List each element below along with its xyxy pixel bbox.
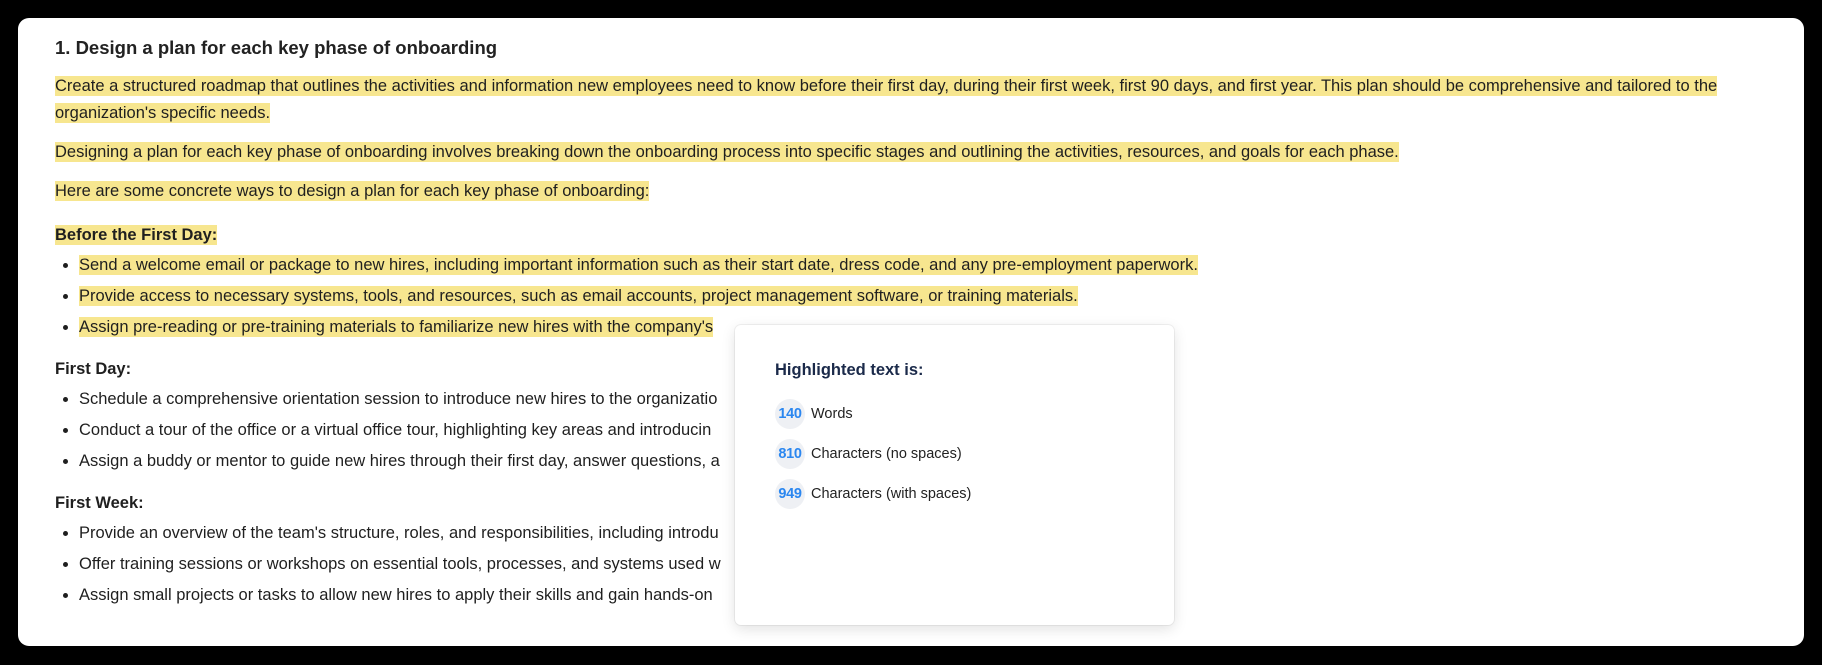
highlighted-text[interactable]: Designing a plan for each key phase of onboarding involves breaking down the onboarding process into specific stages and outlining the activities, resources, and goals for each phase. xyxy=(55,143,1399,161)
list-item[interactable]: • Assign pre-reading or pre-training materials to familiarize new hires with the company's xyxy=(79,315,1784,339)
stat-label: Words xyxy=(811,406,853,422)
stat-characters-with-spaces xyxy=(775,479,971,509)
section-title-first-day: First Day: xyxy=(55,360,132,378)
stat-value: 810 xyxy=(775,439,805,469)
list-item[interactable]: • Provide access to necessary systems, tools, and resources, such as email accounts, project management software, or training materials. xyxy=(79,284,1784,308)
highlight-stats-popup xyxy=(735,325,1174,625)
stat-characters-no-spaces xyxy=(775,439,962,469)
list-item[interactable]: • Assign small projects or tasks to allow new hires to apply their skills and gain hands-on xyxy=(79,583,1784,607)
list-item[interactable]: • Offer training sessions or workshops on essential tools, processes, and systems used w xyxy=(79,552,1784,576)
paragraph[interactable] xyxy=(55,139,1784,166)
section-heading: 1. Design a plan for each key phase of onboarding xyxy=(55,37,498,58)
highlighted-text[interactable]: Create a structured roadmap that outlines the activities and information new employees need to know before their first day, during their first week, first 90 days, and first year. This plan should be comprehensive and tailored to the organization's specific needs. xyxy=(55,77,1718,122)
section-title-before-first-day: Before the First Day: xyxy=(55,226,218,244)
list-item[interactable]: • Schedule a comprehensive orientation session to introduce new hires to the organizatio xyxy=(79,387,1784,411)
list-item[interactable]: • Provide an overview of the team's structure, roles, and responsibilities, including introdu xyxy=(79,521,1784,545)
list-item[interactable]: • Assign a buddy or mentor to guide new hires through their first day, answer questions, a xyxy=(79,449,1784,473)
popup-title: Highlighted text is: xyxy=(775,361,924,379)
document-card xyxy=(18,18,1804,646)
paragraph[interactable] xyxy=(55,73,1784,127)
highlighted-text[interactable]: Here are some concrete ways to design a plan for each key phase of onboarding: xyxy=(55,182,650,200)
list-item[interactable]: • Conduct a tour of the office or a virtual office tour, highlighting key areas and introducin xyxy=(79,418,1784,442)
stat-value: 949 xyxy=(775,479,805,509)
list-item[interactable]: • Send a welcome email or package to new hires, including important information such as their start date, dress code, and any pre-employment paperwork. xyxy=(79,253,1784,277)
stat-words xyxy=(775,399,853,429)
section-title-first-week: First Week: xyxy=(55,494,144,512)
stat-label: Characters (no spaces) xyxy=(811,446,962,462)
paragraph[interactable] xyxy=(55,178,1784,205)
stat-value: 140 xyxy=(775,399,805,429)
stat-label: Characters (with spaces) xyxy=(811,486,972,502)
